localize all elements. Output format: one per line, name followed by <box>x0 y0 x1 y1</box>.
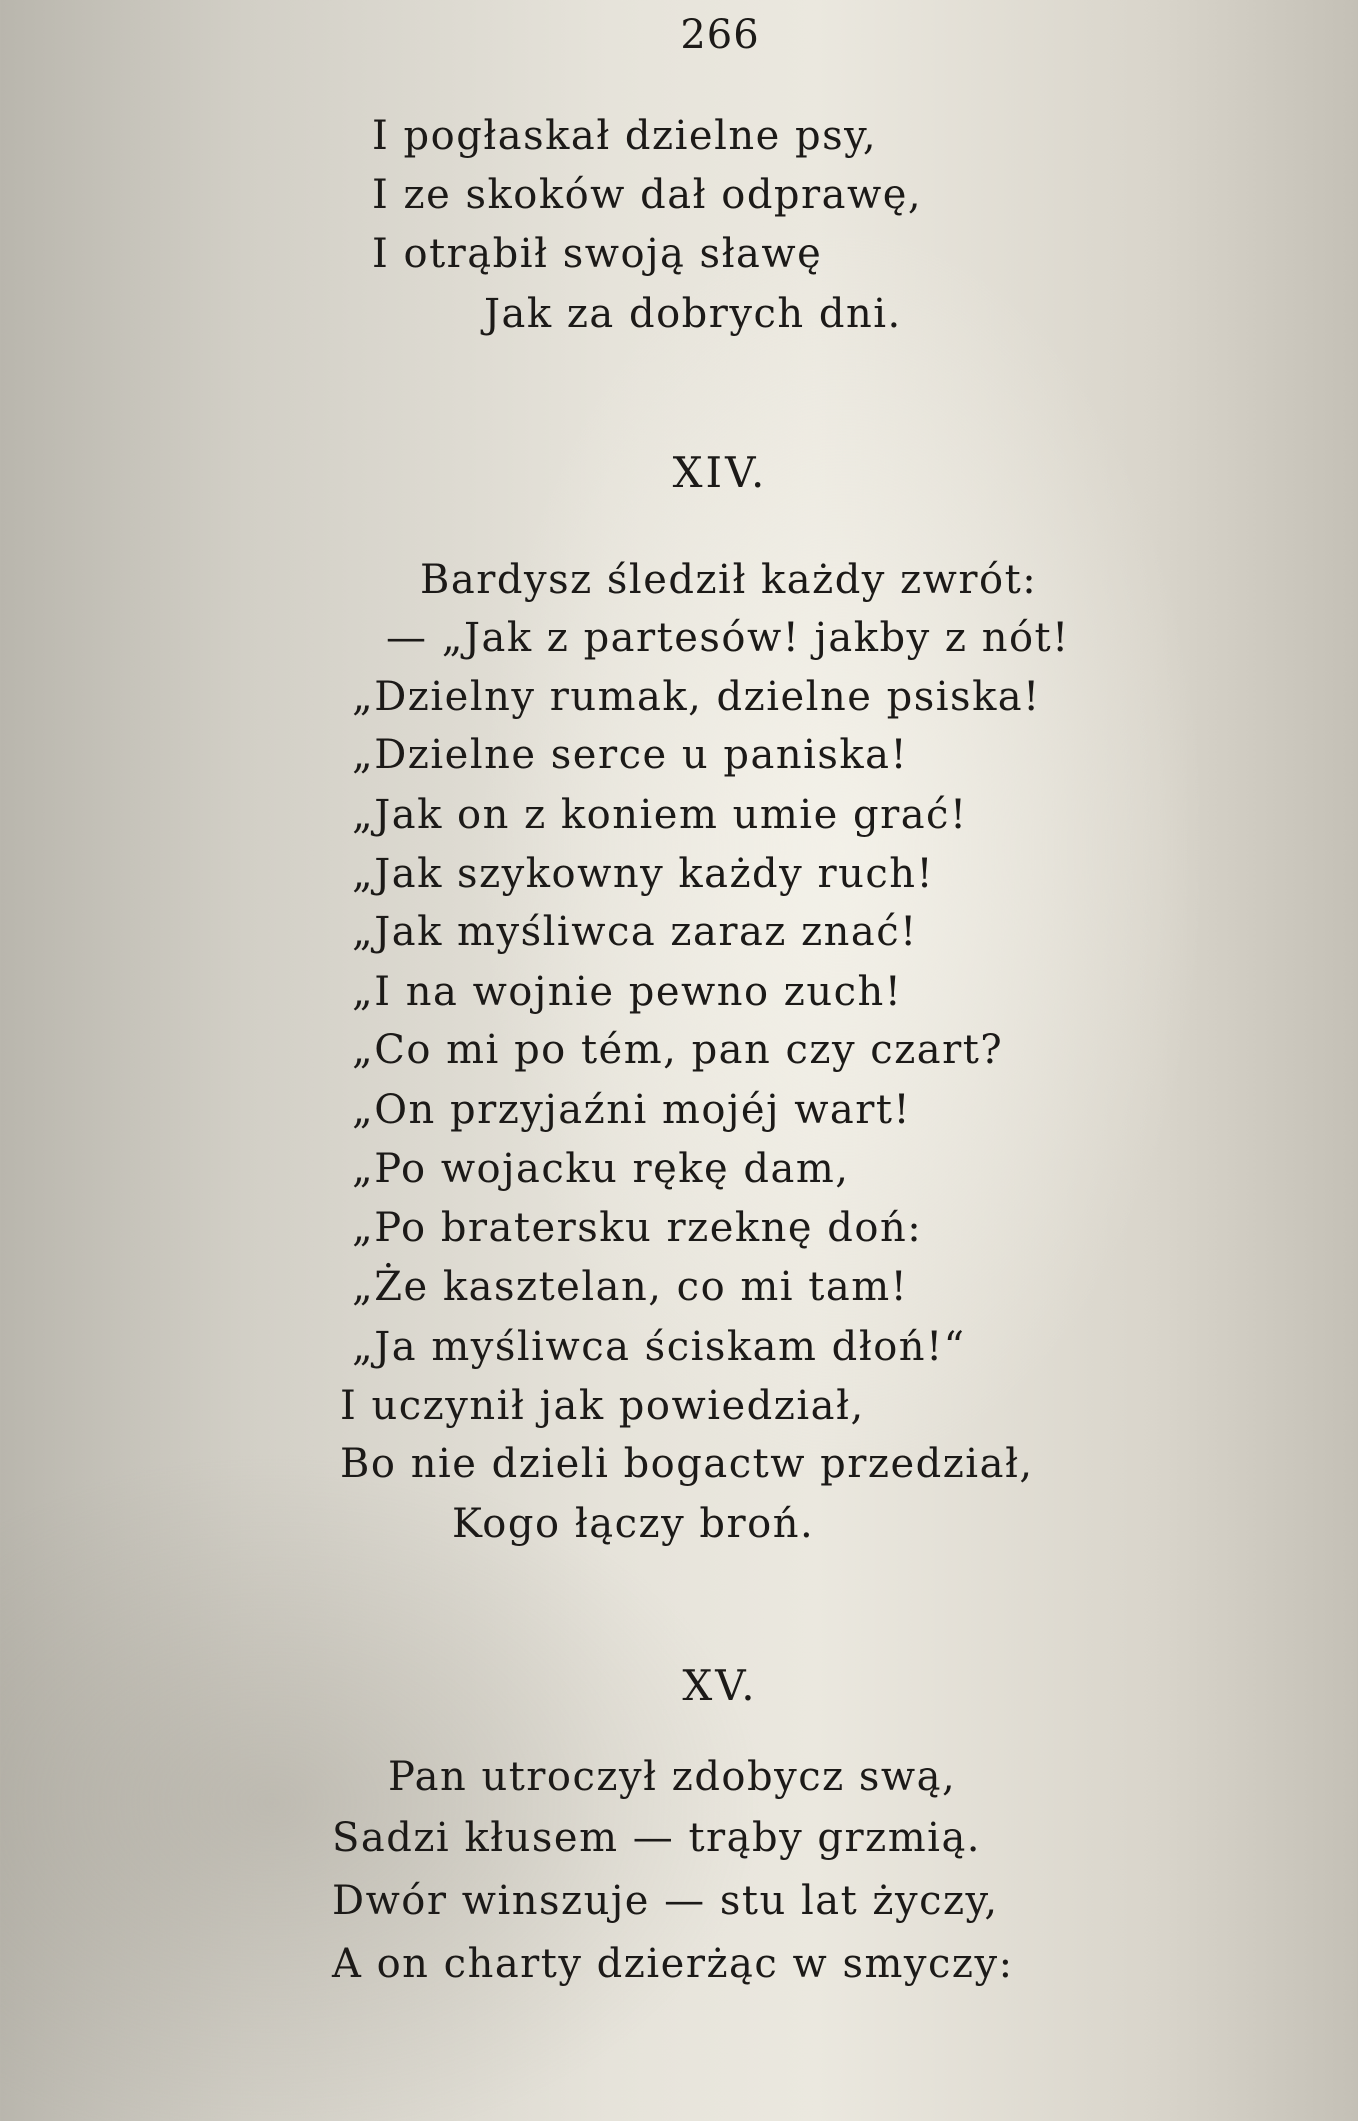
verse-line: I pogłaskał dzielne psy, <box>372 113 878 159</box>
page-number: 266 <box>680 12 760 58</box>
section-heading-xv: XV. <box>682 1661 758 1710</box>
verse-line: Sadzi kłusem — trąby grzmią. <box>332 1815 982 1861</box>
verse-line: „Co mi po tém, pan czy czart? <box>352 1027 1004 1073</box>
verse-line: „Dzielne serce u paniska! <box>352 732 909 778</box>
verse-line: Kogo łączy broń. <box>452 1501 815 1547</box>
verse-line: „Dzielny rumak, dzielne psiska! <box>352 674 1041 720</box>
verse-line: Pan utroczył zdobycz swą, <box>388 1754 957 1800</box>
verse-line: I ze skoków dał odprawę, <box>372 172 923 218</box>
verse-line: „Ja myśliwca ściskam dłoń!“ <box>352 1324 966 1370</box>
verse-line: Bardysz śledził każdy zwrót: <box>420 557 1038 603</box>
verse-line: Bo nie dzieli bogactw przedział, <box>340 1441 1034 1487</box>
verse-line: I uczynił jak powiedział, <box>340 1383 865 1429</box>
verse-line: „Po wojacku rękę dam, <box>352 1146 850 1192</box>
verse-line: „Jak szykowny każdy ruch! <box>352 851 935 897</box>
verse-line: Jak za dobrych dni. <box>484 291 902 337</box>
verse-line: „Jak on z koniem umie grać! <box>352 792 968 838</box>
verse-line: I otrąbił swoją sławę <box>372 231 823 277</box>
verse-line: „Że kasztelan, co mi tam! <box>352 1264 909 1310</box>
verse-line: „I na wojnie pewno zuch! <box>352 969 903 1015</box>
section-heading-xiv: XIV. <box>672 448 768 497</box>
verse-line: — „Jak z partesów! jakby z nót! <box>386 615 1070 661</box>
verse-line: „On przyjaźni mojéj wart! <box>352 1087 912 1133</box>
verse-line: A on charty dzierżąc w smyczy: <box>332 1941 1014 1987</box>
verse-line: „Jak myśliwca zaraz znać! <box>352 909 918 955</box>
verse-line: Dwór winszuje — stu lat życzy, <box>332 1878 999 1924</box>
verse-line: „Po bratersku rzeknę doń: <box>352 1205 923 1251</box>
